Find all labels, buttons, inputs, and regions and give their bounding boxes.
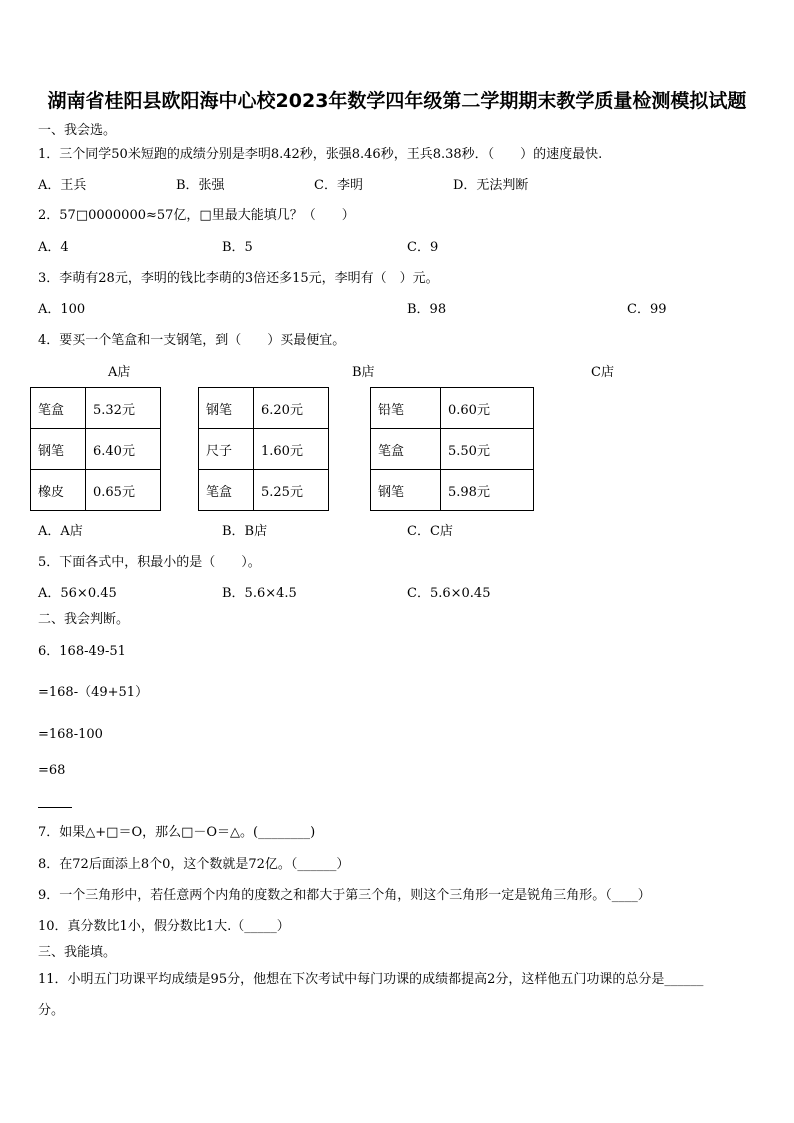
- q5-option-b: B．5.6×4.5: [222, 586, 297, 601]
- table-row: [371, 388, 534, 429]
- question-3: 3．李萌有28元，李明的钱比李萌的3倍还多15元，李明有（ ）元。: [38, 271, 439, 286]
- item-price: 6.40元: [86, 429, 161, 470]
- item-name: 笔盒: [31, 388, 86, 429]
- item-price: 0.65元: [86, 470, 161, 511]
- q5-option-c: C．5.6×0.45: [407, 586, 491, 601]
- item-price: 1.60元: [254, 429, 329, 470]
- table-row: [371, 470, 534, 511]
- q4-option-b: B．B店: [222, 524, 268, 539]
- question-5: 5．下面各式中，积最小的是（ ）。: [38, 555, 261, 570]
- q1-option-a: A．王兵: [38, 178, 87, 193]
- table-row: [31, 470, 161, 511]
- answer-blank-line: [38, 807, 72, 808]
- item-name: 橡皮: [31, 470, 86, 511]
- shop-b-label: B店: [352, 365, 375, 380]
- item-name: 钢笔: [371, 470, 441, 511]
- q2-option-a: A．4: [38, 240, 69, 255]
- q3-option-b: B．98: [407, 302, 447, 317]
- item-price: 5.50元: [441, 429, 534, 470]
- question-8: 8．在72后面添上8个0，这个数就是72亿。（______）: [38, 857, 350, 872]
- section-3-heading: 三、我能填。: [38, 945, 117, 960]
- question-6-line-2: =168-（49+51）: [38, 685, 149, 700]
- shop-c-price-table: [370, 387, 534, 511]
- item-price: 5.32元: [86, 388, 161, 429]
- item-name: 笔盒: [199, 470, 254, 511]
- item-name: 钢笔: [31, 429, 86, 470]
- item-price: 6.20元: [254, 388, 329, 429]
- question-4: 4．要买一个笔盒和一支钢笔，到（ ）买最便宜。: [38, 333, 346, 348]
- shop-b-price-table: [198, 387, 329, 511]
- question-7: 7．如果△+□＝O，那么□－O＝△。(________): [38, 825, 316, 840]
- question-6-line-4: =68: [38, 763, 66, 778]
- question-6-line-1: 6．168-49-51: [38, 644, 126, 659]
- q2-option-c: C．9: [407, 240, 439, 255]
- table-row: [31, 388, 161, 429]
- table-row: [199, 388, 329, 429]
- q3-option-c: C．99: [627, 302, 667, 317]
- section-1-heading: 一、我会选。: [38, 123, 117, 138]
- question-1: 1．三个同学50米短跑的成绩分别是李明8.42秒，张强8.46秒，王兵8.38秒．（ ）的速度最快.: [38, 147, 603, 162]
- q2-option-b: B．5: [222, 240, 253, 255]
- item-price: 5.98元: [441, 470, 534, 511]
- q5-option-a: A．56×0.45: [38, 586, 117, 601]
- item-name: 钢笔: [199, 388, 254, 429]
- q1-option-c: C．李明: [314, 178, 363, 193]
- q1-option-d: D．无法判断: [453, 178, 529, 193]
- question-11-line-2: 分。: [38, 1003, 65, 1018]
- page-title: 湖南省桂阳县欧阳海中心校2023年数学四年级第二学期期末教学质量检测模拟试题: [47, 90, 747, 112]
- item-price: 5.25元: [254, 470, 329, 511]
- item-name: 铅笔: [371, 388, 441, 429]
- section-2-heading: 二、我会判断。: [38, 612, 130, 627]
- table-row: [199, 429, 329, 470]
- q3-option-a: A．100: [38, 302, 86, 317]
- question-9: 9．一个三角形中，若任意两个内角的度数之和都大于第三个角，则这个三角形一定是锐角三角形。（____）: [38, 888, 651, 903]
- shop-c-label: C店: [591, 365, 614, 380]
- table-row: [371, 429, 534, 470]
- question-10: 10．真分数比1小，假分数比1大.（_____）: [38, 919, 290, 934]
- table-row: [199, 470, 329, 511]
- question-2: 2．57□0000000≈57亿，□里最大能填几？（ ）: [38, 208, 355, 223]
- item-price: 0.60元: [441, 388, 534, 429]
- q4-option-a: A．A店: [38, 524, 83, 539]
- shop-a-price-table: [30, 387, 161, 511]
- q4-option-c: C．C店: [407, 524, 453, 539]
- table-row: [31, 429, 161, 470]
- q1-option-b: B．张强: [176, 178, 225, 193]
- item-name: 尺子: [199, 429, 254, 470]
- item-name: 笔盒: [371, 429, 441, 470]
- shop-a-label: A店: [108, 365, 131, 380]
- question-11-line-1: 11．小明五门功课平均成绩是95分，他想在下次考试中每门功课的成绩都提高2分，这样他五门功课的总分是______: [38, 972, 704, 987]
- question-6-line-3: =168-100: [38, 727, 103, 742]
